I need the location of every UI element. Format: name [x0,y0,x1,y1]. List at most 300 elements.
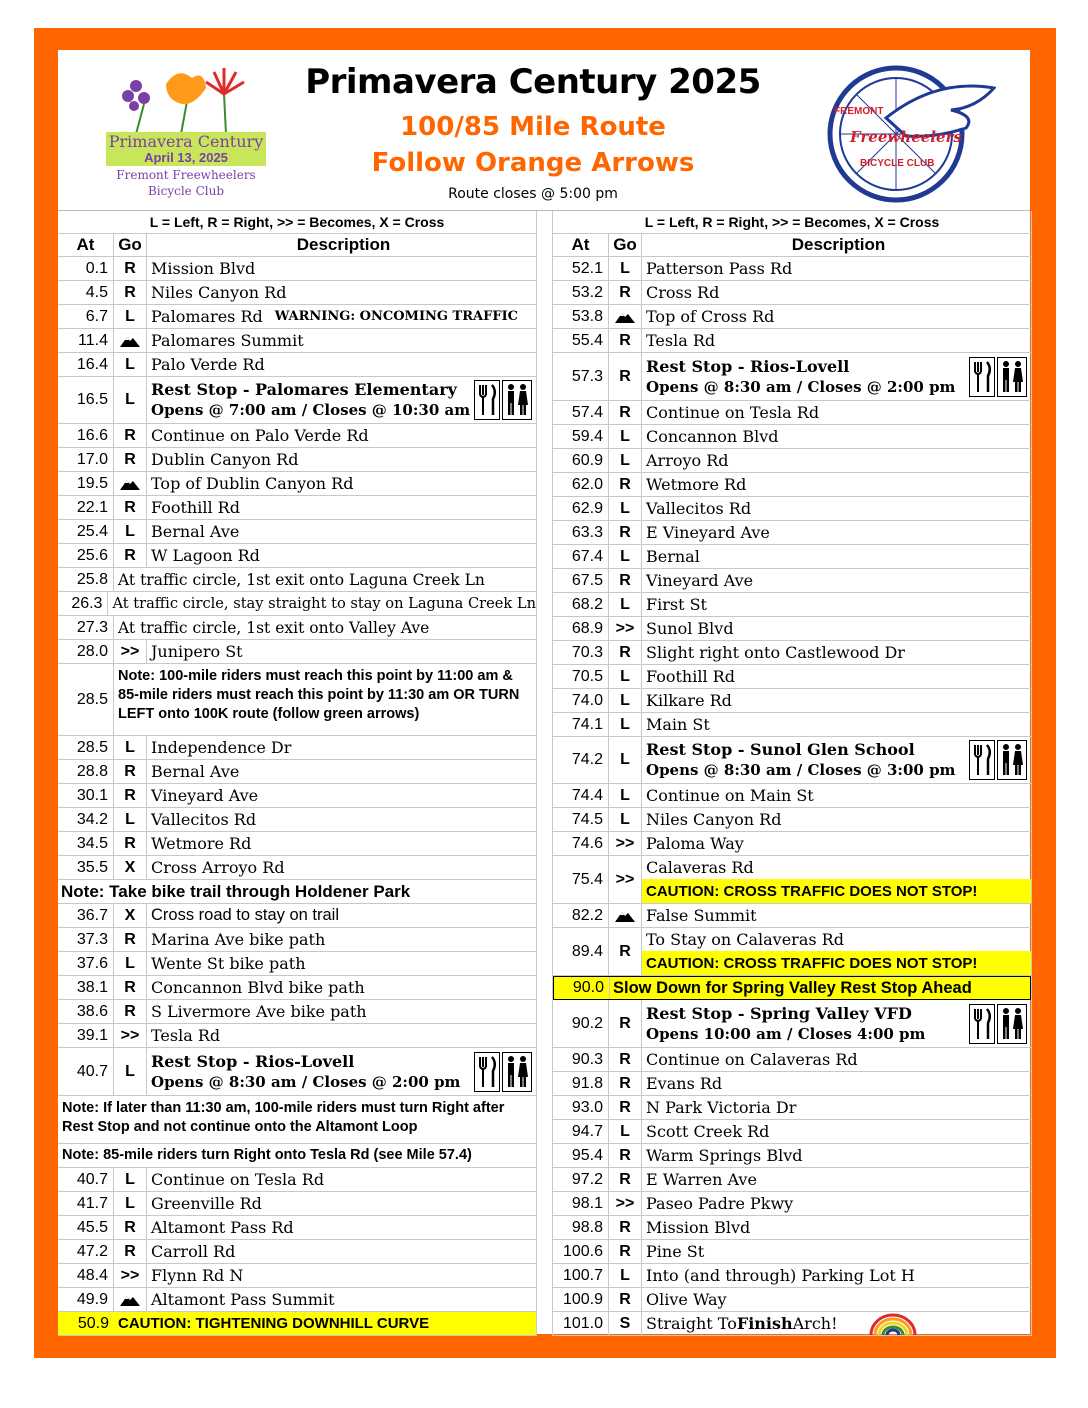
cue-row [553,401,1031,425]
desc: At traffic circle, 1st exit onto Laguna Creek Ln [118,570,485,589]
mile: 26.3 [58,592,108,615]
at-header: At [553,234,609,256]
desc: Sunol Blvd [646,619,734,638]
summit-icon [615,311,635,323]
turn: R [114,784,147,807]
mile: 30.1 [58,784,114,807]
mile: 39.1 [58,1024,114,1047]
mile: 28.5 [58,664,114,735]
turn [114,1288,147,1311]
restroom-icon [502,1052,532,1092]
restroom-icon [502,380,532,420]
turn: R [609,1144,642,1167]
turn: >> [609,1192,642,1215]
cue-row [553,1240,1031,1264]
desc [642,1000,1031,1047]
desc: First St [646,595,707,614]
turn: R [609,928,642,975]
cue-row [58,832,536,856]
cue-row [553,689,1031,713]
mile: 93.0 [553,1096,609,1119]
turn: L [609,593,642,616]
amenities [967,740,1027,780]
desc: Continue on Palo Verde Rd [151,426,369,445]
amenities [472,1052,532,1092]
slow-down-row [553,976,1031,1000]
mile: 53.8 [553,305,609,328]
cue-row [58,448,536,472]
cue-row [58,424,536,448]
cutoff-note-row [58,664,536,736]
mile: 60.9 [553,449,609,472]
cue-row [58,808,536,832]
cue-row [553,784,1031,808]
rest-title: Rest Stop - Sunol Glen School [646,740,915,759]
turn [114,472,147,495]
mile: 55.4 [553,329,609,352]
turn: S [609,1312,642,1335]
turn: L [114,808,147,831]
mile: 34.2 [58,808,114,831]
cue-row [58,952,536,976]
column-header [553,234,1031,257]
cue-row [553,473,1031,497]
arrow-subtitle: Follow Orange Arrows [371,148,695,178]
desc: Vallecitos Rd [151,810,257,829]
mile: 67.4 [553,545,609,568]
turn: L [609,737,642,783]
cue-row [58,1000,536,1024]
turn: R [114,832,147,855]
turn: R [609,1048,642,1071]
mile: 74.5 [553,808,609,831]
freewheelers-logo [826,58,996,203]
turn: R [114,1240,147,1263]
turn: R [609,641,642,664]
mile: 100.9 [553,1288,609,1311]
legend: L = Left, R = Right, >> = Becomes, X = Cross [58,211,536,234]
turn: L [609,1120,642,1143]
mile: 16.4 [58,353,114,376]
mile: 49.9 [58,1288,114,1311]
rest-title: Rest Stop - Palomares Elementary [151,380,457,399]
logo-freewheelers: Freewheelers [850,128,962,146]
cue-row [58,1216,536,1240]
rest-stop-row [58,377,536,424]
primavera-logo [106,64,266,204]
food-icon [474,380,500,420]
turn: R [609,1072,642,1095]
mile: 40.7 [58,1168,114,1191]
desc: N Park Victoria Dr [646,1098,797,1117]
mile: 74.2 [553,737,609,783]
logo-fremont: FREMONT [834,106,884,117]
mile: 67.5 [553,569,609,592]
desc: Top of Cross Rd [646,307,775,326]
logo-club-2: Bicycle Club [147,184,225,198]
restroom-icon [997,1004,1027,1044]
mile: 22.1 [58,496,114,519]
mile: 89.4 [553,928,609,975]
turn: L [114,1192,147,1215]
desc: Main St [646,715,710,734]
mile: 19.5 [58,472,114,495]
mile: 28.5 [58,736,114,759]
caution-text: CAUTION: CROSS TRAFFIC DOES NOT STOP! [642,951,1031,975]
cue-row [553,569,1031,593]
trail-note-row [58,880,536,904]
mile: 41.7 [58,1192,114,1215]
desc: Niles Canyon Rd [646,810,782,829]
caution-text: CAUTION: TIGHTENING DOWNHILL CURVE [118,1315,430,1332]
desc-text: To Stay on Calaveras Rd [646,930,844,949]
desc: Tesla Rd [646,331,716,350]
mile: 74.4 [553,784,609,807]
amenities [967,357,1027,397]
desc-text: Palomares Rd [151,307,263,326]
cue-row [553,1264,1031,1288]
summit-icon [615,910,635,922]
mile: 36.7 [58,904,114,927]
mile: 74.1 [553,713,609,736]
mile: 74.0 [553,689,609,712]
cue-row [553,425,1031,449]
desc [147,305,536,328]
turn: >> [114,1264,147,1287]
rest-info [646,740,955,780]
desc: Slight right onto Castlewood Dr [646,643,905,662]
mile: 97.2 [553,1168,609,1191]
cue-row [58,305,536,329]
cue-row [58,592,536,616]
mile: 70.5 [553,665,609,688]
warning-text: WARNING: ONCOMING TRAFFIC [274,309,518,324]
mile: 62.9 [553,497,609,520]
mile: 63.3 [553,521,609,544]
cutoff-note: Note: 100-mile riders must reach this point by 11:00 am & 85-mile riders must reach this point by 11:30 am OR TURN LEFT onto 100K route (follow green arrows) [118,668,520,722]
desc: Altamont Pass Summit [151,1290,335,1309]
turn: L [114,736,147,759]
cue-row [58,976,536,1000]
mile: 45.5 [58,1216,114,1239]
cue-row [553,808,1031,832]
mile: 48.4 [58,1264,114,1287]
turn: >> [609,617,642,640]
turn: L [609,784,642,807]
turn: L [609,425,642,448]
late-note: Note: If later than 11:30 am, 100-mile riders must turn Right after Rest Stop and not continue onto the Altamont Loop [62,1100,505,1135]
mile: 82.2 [553,904,609,927]
desc [642,856,1031,903]
turn: L [609,497,642,520]
finish-b: Finish [736,1314,793,1333]
desc: W Lagoon Rd [151,546,260,565]
rest-title: Rest Stop - Spring Valley VFD [646,1003,912,1023]
caution-row [58,1312,536,1336]
desc: Vineyard Ave [646,571,754,590]
desc: Foothill Rd [151,498,240,517]
mile: 27.3 [58,616,114,639]
mile: 95.4 [553,1144,609,1167]
cue-row [553,1048,1031,1072]
desc: Vallecitos Rd [646,499,752,518]
85-note: Note: 85-mile riders turn Right onto Tesla Rd (see Mile 57.4) [62,1147,472,1163]
amenities [967,1004,1027,1044]
desc: E Vineyard Ave [646,523,770,542]
restroom-icon [997,357,1027,397]
amenities [472,380,532,420]
mile: 34.5 [58,832,114,855]
cue-row [58,496,536,520]
rest-hours: Opens @ 8:30 am / Closes @ 3:00 pm [646,761,956,779]
rest-title: Rest Stop - Rios-Lovell [151,1051,355,1071]
cue-row-caution [553,856,1031,904]
cue-row [553,497,1031,521]
food-icon [474,1052,500,1092]
mile: 11.4 [58,329,114,352]
mile: 68.2 [553,593,609,616]
turn: R [114,496,147,519]
desc: Cross Arroyo Rd [151,858,285,877]
desc: Concannon Blvd bike path [151,978,365,997]
turn: R [609,281,642,304]
rest-info [646,1004,925,1044]
desc: Bernal Ave [151,762,240,781]
desc-text: Calaveras Rd [646,858,754,877]
turn: R [609,329,642,352]
cue-row [553,1096,1031,1120]
turn: L [609,545,642,568]
rest-hours: Opens @ 8:30 am / Closes @ 2:00 pm [151,1072,461,1091]
cue-row [58,640,536,664]
desc: Dublin Canyon Rd [151,450,299,469]
desc: Continue on Tesla Rd [646,403,820,422]
turn: >> [114,1024,147,1047]
desc: Warm Springs Blvd [646,1146,803,1165]
cue-row [58,520,536,544]
summit-icon [120,335,140,347]
desc: Wetmore Rd [646,475,747,494]
mile: 25.8 [58,568,114,591]
mile: 35.5 [58,856,114,879]
desc: Paloma Way [646,834,744,853]
desc: Arroyo Rd [646,451,729,470]
desc: Olive Way [646,1290,727,1309]
desc: Greenville Rd [151,1194,262,1213]
turn: R [609,1216,642,1239]
desc: Patterson Pass Rd [646,259,793,278]
turn: L [114,952,147,975]
desc: Bernal Ave [151,522,240,541]
cue-row [58,760,536,784]
turn: R [609,521,642,544]
cue-row [553,1120,1031,1144]
cue-row [58,1024,536,1048]
mile: 90.3 [553,1048,609,1071]
desc: Top of Dublin Canyon Rd [151,474,354,493]
rest-info [646,357,955,397]
rest-hours: Opens @ 7:00 am / Closes @ 10:30 am [151,401,471,419]
cue-row [553,545,1031,569]
finish-a: Straight To [646,1314,737,1333]
go-header: Go [114,234,147,256]
food-icon [969,357,995,397]
restroom-icon [997,740,1027,780]
turn: R [609,473,642,496]
desc [147,377,536,423]
mile: 59.4 [553,425,609,448]
mile: 62.0 [553,473,609,496]
desc: At traffic circle, 1st exit onto Valley Ave [118,618,430,637]
food-icon [969,1004,995,1044]
desc: Scott Creek Rd [646,1122,770,1141]
mile: 47.2 [58,1240,114,1263]
mile: 25.4 [58,520,114,543]
rest-stop-row [553,1000,1031,1048]
turn: L [114,1048,147,1095]
cue-row [58,353,536,377]
legend: L = Left, R = Right, >> = Becomes, X = Cross [553,211,1031,234]
desc: Mission Blvd [646,1218,751,1237]
desc [642,1312,1031,1335]
desc: Kilkare Rd [646,691,732,710]
cue-row [553,1168,1031,1192]
mile: 74.6 [553,832,609,855]
turn: L [114,353,147,376]
cue-row [58,568,536,592]
route-subtitle: 100/85 Mile Route [400,112,666,142]
rest-info [151,380,470,420]
turn: L [609,449,642,472]
slow-down-text: Slow Down for Spring Valley Rest Stop Ahead [613,978,972,997]
mile: 37.6 [58,952,114,975]
desc: Foothill Rd [646,667,735,686]
turn: R [114,928,147,951]
mile: 100.6 [553,1240,609,1263]
cue-row [58,257,536,281]
mile: 50.9 [77,1314,109,1332]
turn: X [114,904,147,927]
cue-row [58,1240,536,1264]
cue-row [553,904,1031,928]
cue-row [553,1192,1031,1216]
mile: 16.5 [58,377,114,423]
cue-sheet [58,50,1030,1334]
cue-row [553,665,1031,689]
mile: 98.8 [553,1216,609,1239]
mile: 52.1 [553,257,609,280]
cue-row [58,784,536,808]
turn: L [114,520,147,543]
logo-club-1: Fremont Freewheelers [116,168,256,182]
mile: 53.2 [553,281,609,304]
turn: R [609,1096,642,1119]
late-note-row [58,1096,536,1144]
caution-text: CAUTION: CROSS TRAFFIC DOES NOT STOP! [642,879,1031,903]
mile: 98.1 [553,1192,609,1215]
header [58,50,1030,211]
mile: 17.0 [58,448,114,471]
desc: Marina Ave bike path [151,930,326,949]
desc: Paseo Padre Pkwy [646,1194,794,1213]
rest-title: Rest Stop - Rios-Lovell [646,356,850,376]
finish-c: Arch! [792,1314,838,1333]
mile: 28.8 [58,760,114,783]
cue-row [553,832,1031,856]
logo-name: Primavera Century [108,132,264,151]
summit-icon [120,1294,140,1306]
desc [642,928,1031,975]
desc: S Livermore Ave bike path [151,1002,367,1021]
turn: L [114,377,147,423]
cue-row [58,904,536,928]
desc: Tesla Rd [151,1026,221,1045]
desc: Palo Verde Rd [151,355,265,374]
turn: R [114,257,147,280]
turn: R [114,424,147,447]
turn: R [114,544,147,567]
mile: 70.3 [553,641,609,664]
cue-row [553,1072,1031,1096]
desc-header: Description [791,235,886,254]
turn: R [114,760,147,783]
mile: 38.1 [58,976,114,999]
turn: R [609,1000,642,1047]
mile: 6.7 [58,305,114,328]
turn: L [114,1168,147,1191]
cue-row [553,593,1031,617]
turn: L [609,665,642,688]
cue-row [58,281,536,305]
desc: Flynn Rd N [151,1266,244,1285]
desc [147,1048,536,1095]
desc: Cross road to stay on trail [151,906,339,924]
desc: Palomares Summit [151,331,304,350]
turn: R [609,1240,642,1263]
desc: Junipero St [151,642,243,661]
summit-icon [120,478,140,490]
turn: R [114,1000,147,1023]
turn: >> [114,640,147,663]
cue-row [58,1288,536,1312]
turn: R [114,281,147,304]
mile: 4.5 [58,281,114,304]
turn: >> [609,832,642,855]
mile: 75.4 [553,856,609,903]
rest-stop-row [553,737,1031,784]
cue-row [553,1144,1031,1168]
turn [609,305,642,328]
left-column [58,211,537,1336]
turn: L [609,1264,642,1287]
desc: Into (and through) Parking Lot H [646,1266,915,1285]
cue-row [553,329,1031,353]
cue-row [58,329,536,353]
mile: 37.3 [58,928,114,951]
cue-row [553,641,1031,665]
desc [642,737,1031,783]
desc: Evans Rd [646,1074,723,1093]
route-closes: Route closes @ 5:00 pm [448,186,618,202]
cue-row [553,1216,1031,1240]
mile: 16.6 [58,424,114,447]
mile: 38.6 [58,1000,114,1023]
logo-bicycle-club: BICYCLE CLUB [860,158,935,169]
trail-note: Note: Take bike trail through Holdener Park [61,881,411,901]
turn: R [609,1168,642,1191]
cue-row-caution [553,928,1031,976]
cue-row [58,544,536,568]
